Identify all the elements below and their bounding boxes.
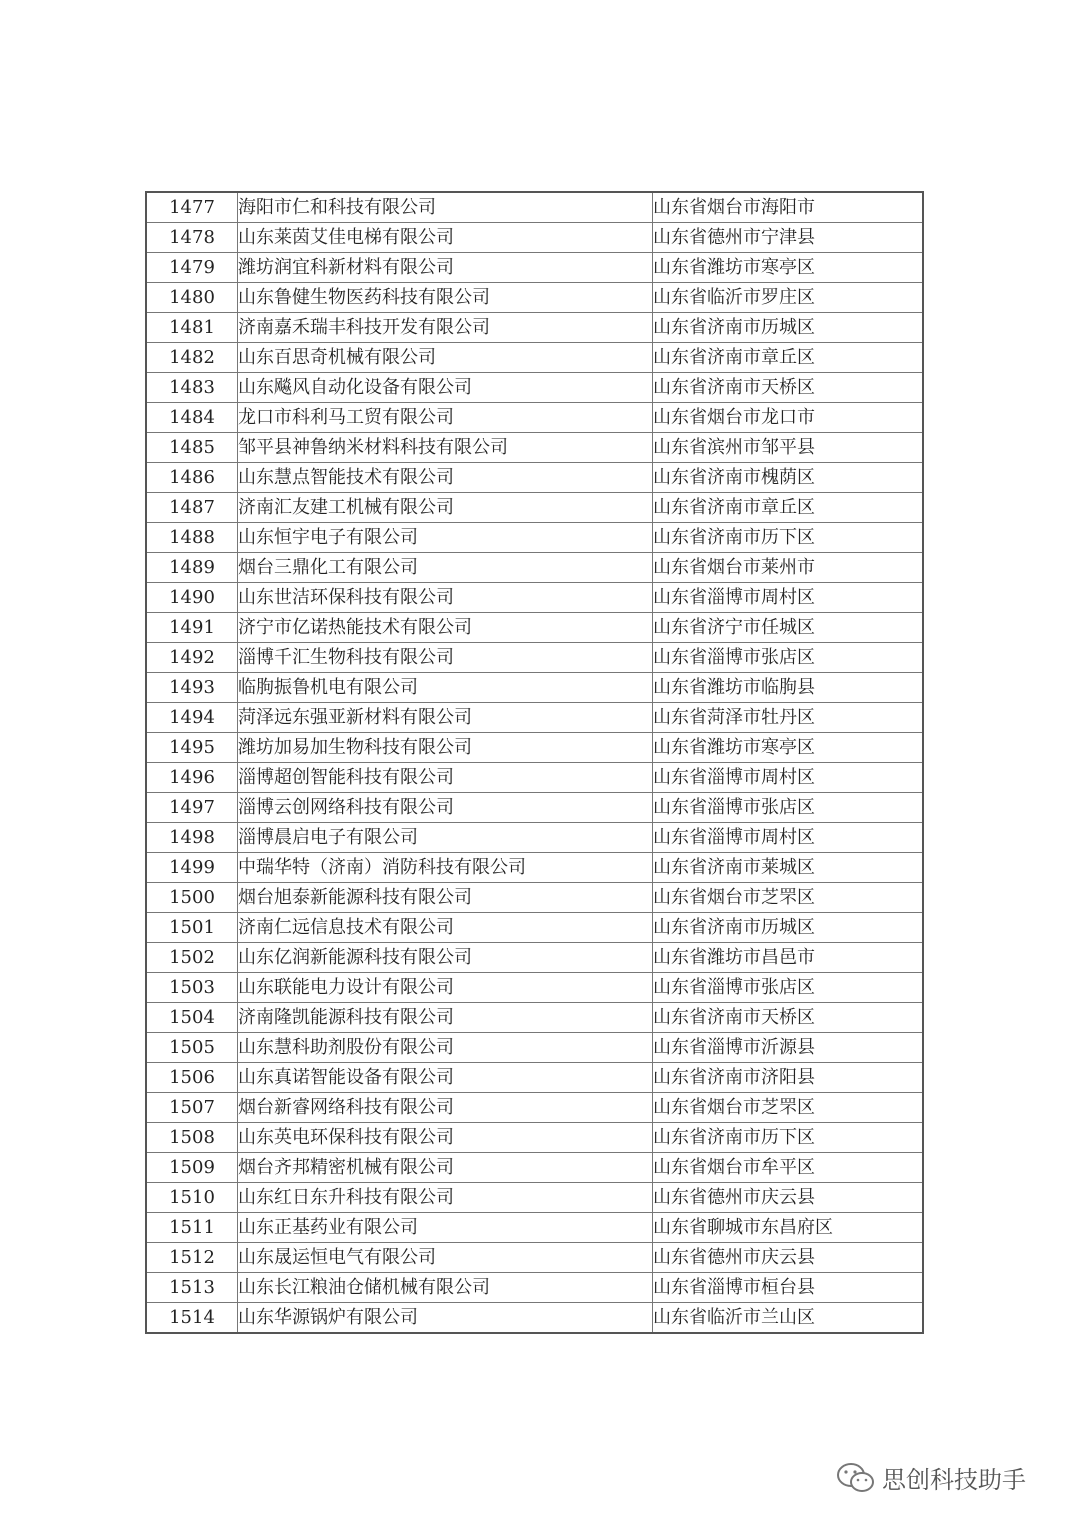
row-number: 1500 [146,883,238,913]
table-row [146,883,923,913]
company-name: 淄博晨启电子有限公司 [238,823,653,853]
company-name: 济宁市亿诺热能技术有限公司 [238,613,653,643]
company-name: 潍坊润宜科新材料有限公司 [238,253,653,283]
row-number: 1507 [146,1093,238,1123]
company-name: 菏泽远东强亚新材料有限公司 [238,703,653,733]
company-location: 山东省烟台市莱州市 [653,553,924,583]
company-location: 山东省淄博市张店区 [653,973,924,1003]
row-number: 1479 [146,253,238,283]
table-row [146,1123,923,1153]
row-number: 1495 [146,733,238,763]
table-row [146,613,923,643]
row-number: 1478 [146,223,238,253]
company-name: 山东长江粮油仓储机械有限公司 [238,1273,653,1303]
table-row [146,403,923,433]
table-row [146,373,923,403]
company-name: 济南嘉禾瑞丰科技开发有限公司 [238,313,653,343]
company-location: 山东省济南市济阳县 [653,1063,924,1093]
table-row [146,1213,923,1243]
row-number: 1487 [146,493,238,523]
company-location: 山东省济宁市任城区 [653,613,924,643]
company-name: 山东慧科助剂股份有限公司 [238,1033,653,1063]
table-row [146,583,923,613]
company-location: 山东省济南市历城区 [653,313,924,343]
table-row [146,703,923,733]
table-row [146,253,923,283]
company-name: 海阳市仁和科技有限公司 [238,192,653,223]
company-name: 淄博云创网络科技有限公司 [238,793,653,823]
company-location: 山东省济南市章丘区 [653,493,924,523]
company-name: 烟台齐邦精密机械有限公司 [238,1153,653,1183]
row-number: 1480 [146,283,238,313]
company-name: 烟台新睿网络科技有限公司 [238,1093,653,1123]
wechat-icon [836,1461,876,1495]
table-row [146,823,923,853]
table-row [146,763,923,793]
company-location: 山东省烟台市芝罘区 [653,883,924,913]
company-location: 山东省济南市槐荫区 [653,463,924,493]
table-row [146,733,923,763]
table-row [146,313,923,343]
company-name: 中瑞华特（济南）消防科技有限公司 [238,853,653,883]
company-name: 龙口市科利马工贸有限公司 [238,403,653,433]
row-number: 1498 [146,823,238,853]
table-row [146,493,923,523]
table-row [146,1273,923,1303]
company-location: 山东省济南市章丘区 [653,343,924,373]
table-row [146,1153,923,1183]
company-name: 山东华源锅炉有限公司 [238,1303,653,1334]
table-row [146,853,923,883]
row-number: 1509 [146,1153,238,1183]
row-number: 1505 [146,1033,238,1063]
company-location: 山东省济南市历城区 [653,913,924,943]
table-row [146,913,923,943]
company-location: 山东省淄博市张店区 [653,643,924,673]
company-name: 济南仁远信息技术有限公司 [238,913,653,943]
company-location: 山东省德州市庆云县 [653,1183,924,1213]
company-location: 山东省潍坊市临朐县 [653,673,924,703]
row-number: 1510 [146,1183,238,1213]
company-location: 山东省烟台市龙口市 [653,403,924,433]
company-location: 山东省淄博市桓台县 [653,1273,924,1303]
company-name: 邹平县神鲁纳米材料科技有限公司 [238,433,653,463]
company-name: 山东正基药业有限公司 [238,1213,653,1243]
company-name: 山东恒宇电子有限公司 [238,523,653,553]
company-name: 山东英电环保科技有限公司 [238,1123,653,1153]
row-number: 1514 [146,1303,238,1334]
company-name: 山东慧点智能技术有限公司 [238,463,653,493]
row-number: 1511 [146,1213,238,1243]
company-location: 山东省济南市天桥区 [653,1003,924,1033]
company-name: 山东鲁健生物医药科技有限公司 [238,283,653,313]
company-location: 山东省临沂市兰山区 [653,1303,924,1334]
company-location: 山东省烟台市芝罘区 [653,1093,924,1123]
company-name: 烟台旭泰新能源科技有限公司 [238,883,653,913]
company-name: 山东百思奇机械有限公司 [238,343,653,373]
company-location: 山东省淄博市张店区 [653,793,924,823]
row-number: 1499 [146,853,238,883]
row-number: 1484 [146,403,238,433]
company-location: 山东省潍坊市寒亭区 [653,733,924,763]
company-name: 山东世洁环保科技有限公司 [238,583,653,613]
company-location: 山东省济南市历下区 [653,523,924,553]
table-row [146,1003,923,1033]
row-number: 1506 [146,1063,238,1093]
row-number: 1508 [146,1123,238,1153]
company-location: 山东省菏泽市牡丹区 [653,703,924,733]
table-row [146,283,923,313]
table-row [146,223,923,253]
row-number: 1512 [146,1243,238,1273]
table-row [146,523,923,553]
table-row [146,1243,923,1273]
row-number: 1492 [146,643,238,673]
company-location: 山东省济南市天桥区 [653,373,924,403]
company-name: 临朐振鲁机电有限公司 [238,673,653,703]
row-number: 1502 [146,943,238,973]
row-number: 1504 [146,1003,238,1033]
row-number: 1496 [146,763,238,793]
row-number: 1488 [146,523,238,553]
row-number: 1493 [146,673,238,703]
table-row [146,1063,923,1093]
company-name: 烟台三鼎化工有限公司 [238,553,653,583]
table-row [146,1183,923,1213]
row-number: 1501 [146,913,238,943]
table-row [146,973,923,1003]
table-row [146,1093,923,1123]
company-name: 山东飚风自动化设备有限公司 [238,373,653,403]
company-location: 山东省济南市历下区 [653,1123,924,1153]
row-number: 1503 [146,973,238,1003]
table-row [146,553,923,583]
table-row [146,943,923,973]
row-number: 1485 [146,433,238,463]
table-row [146,1303,923,1334]
company-location: 山东省德州市庆云县 [653,1243,924,1273]
row-number: 1497 [146,793,238,823]
table-row [146,673,923,703]
company-name: 山东联能电力设计有限公司 [238,973,653,1003]
company-name: 山东亿润新能源科技有限公司 [238,943,653,973]
company-name: 潍坊加易加生物科技有限公司 [238,733,653,763]
watermark-text: 思创科技助手 [882,1466,1026,1494]
row-number: 1477 [146,192,238,223]
company-location: 山东省临沂市罗庄区 [653,283,924,313]
company-location: 山东省滨州市邹平县 [653,433,924,463]
company-table [145,191,924,1334]
table-row [146,793,923,823]
watermark [836,1460,1026,1495]
company-name: 济南汇友建工机械有限公司 [238,493,653,523]
table-row [146,1033,923,1063]
row-number: 1482 [146,343,238,373]
company-name: 淄博超创智能科技有限公司 [238,763,653,793]
table-row [146,643,923,673]
company-location: 山东省德州市宁津县 [653,223,924,253]
company-location: 山东省潍坊市昌邑市 [653,943,924,973]
row-number: 1491 [146,613,238,643]
company-name: 山东晟运恒电气有限公司 [238,1243,653,1273]
company-location: 山东省淄博市周村区 [653,763,924,793]
company-location: 山东省淄博市沂源县 [653,1033,924,1063]
table-row [146,192,923,223]
table-row [146,343,923,373]
row-number: 1483 [146,373,238,403]
table-row [146,463,923,493]
company-table-body [146,192,923,1333]
company-location: 山东省聊城市东昌府区 [653,1213,924,1243]
table-row [146,433,923,463]
company-location: 山东省潍坊市寒亭区 [653,253,924,283]
row-number: 1490 [146,583,238,613]
row-number: 1486 [146,463,238,493]
company-name: 山东真诺智能设备有限公司 [238,1063,653,1093]
row-number: 1481 [146,313,238,343]
company-location: 山东省淄博市周村区 [653,823,924,853]
company-name: 济南隆凯能源科技有限公司 [238,1003,653,1033]
company-name: 山东红日东升科技有限公司 [238,1183,653,1213]
company-name: 淄博千汇生物科技有限公司 [238,643,653,673]
row-number: 1494 [146,703,238,733]
company-location: 山东省淄博市周村区 [653,583,924,613]
company-location: 山东省烟台市海阳市 [653,192,924,223]
row-number: 1513 [146,1273,238,1303]
row-number: 1489 [146,553,238,583]
company-location: 山东省济南市莱城区 [653,853,924,883]
company-location: 山东省烟台市牟平区 [653,1153,924,1183]
company-name: 山东莱茵艾佳电梯有限公司 [238,223,653,253]
